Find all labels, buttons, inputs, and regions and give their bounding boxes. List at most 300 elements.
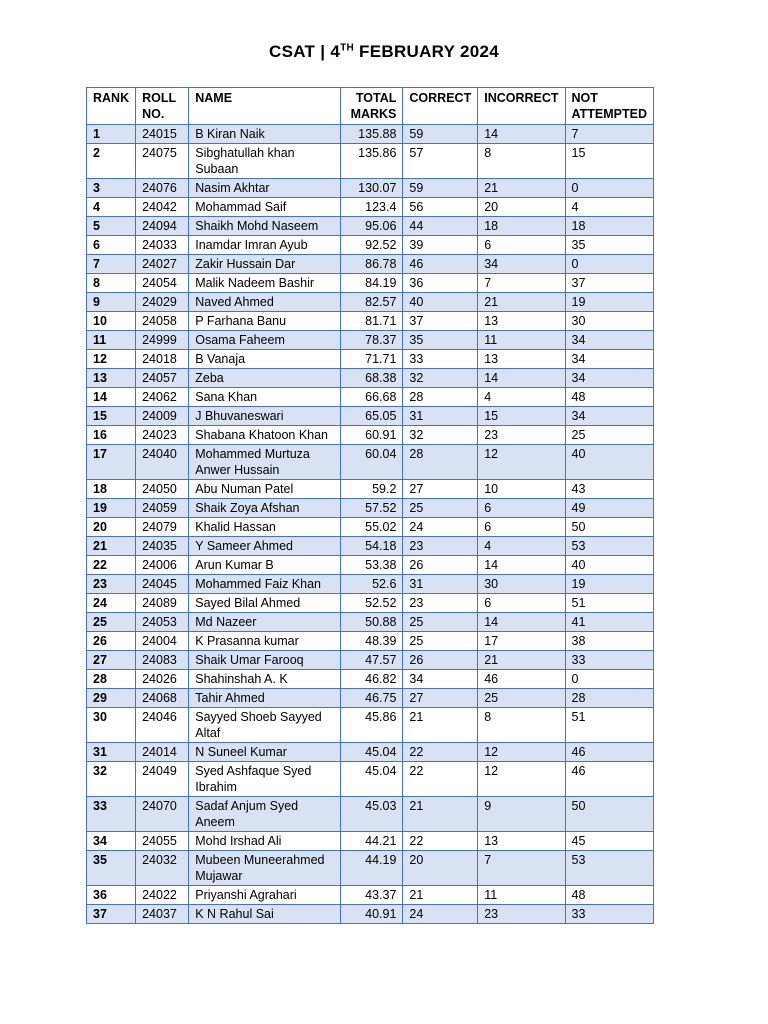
- rank-cell: 19: [87, 499, 136, 518]
- table-row: [87, 312, 654, 331]
- rank-cell: 31: [87, 743, 136, 762]
- total-marks-cell: 92.52: [340, 236, 402, 255]
- table-row: [87, 851, 654, 886]
- name-cell: Sana Khan: [189, 388, 341, 407]
- table-row: [87, 480, 654, 499]
- name-cell: Sayyed Shoeb Sayyed Altaf: [189, 708, 341, 743]
- roll-no-cell: 24033: [136, 236, 189, 255]
- not-attempted-cell: 0: [565, 179, 653, 198]
- incorrect-cell: 10: [478, 480, 565, 499]
- roll-no-cell: 24027: [136, 255, 189, 274]
- total-marks-cell: 50.88: [340, 613, 402, 632]
- name-cell: Sibghatullah khan Subaan: [189, 144, 341, 179]
- incorrect-cell: 17: [478, 632, 565, 651]
- incorrect-cell: 6: [478, 594, 565, 613]
- rank-cell: 1: [87, 125, 136, 144]
- correct-cell: 35: [403, 331, 478, 350]
- roll-no-cell: 24022: [136, 886, 189, 905]
- rank-cell: 25: [87, 613, 136, 632]
- roll-no-cell: 24070: [136, 797, 189, 832]
- results-table: [86, 87, 654, 924]
- header-row: [87, 88, 654, 125]
- incorrect-cell: 11: [478, 331, 565, 350]
- name-cell: K N Rahul Sai: [189, 905, 341, 924]
- incorrect-cell: 21: [478, 179, 565, 198]
- rank-cell: 34: [87, 832, 136, 851]
- roll-no-cell: 24089: [136, 594, 189, 613]
- header-total-marks: TOTAL MARKS: [340, 88, 402, 125]
- incorrect-cell: 6: [478, 518, 565, 537]
- table-row: [87, 255, 654, 274]
- not-attempted-cell: 0: [565, 255, 653, 274]
- table-row: [87, 556, 654, 575]
- rank-cell: 21: [87, 537, 136, 556]
- not-attempted-cell: 51: [565, 594, 653, 613]
- correct-cell: 25: [403, 613, 478, 632]
- table-row: [87, 293, 654, 312]
- name-cell: Y Sameer Ahmed: [189, 537, 341, 556]
- rank-cell: 22: [87, 556, 136, 575]
- name-cell: B Vanaja: [189, 350, 341, 369]
- total-marks-cell: 86.78: [340, 255, 402, 274]
- not-attempted-cell: 30: [565, 312, 653, 331]
- roll-no-cell: 24053: [136, 613, 189, 632]
- not-attempted-cell: 49: [565, 499, 653, 518]
- roll-no-cell: 24049: [136, 762, 189, 797]
- correct-cell: 39: [403, 236, 478, 255]
- name-cell: J Bhuvaneswari: [189, 407, 341, 426]
- roll-no-cell: 24059: [136, 499, 189, 518]
- total-marks-cell: 44.21: [340, 832, 402, 851]
- incorrect-cell: 23: [478, 426, 565, 445]
- rank-cell: 6: [87, 236, 136, 255]
- table-row: [87, 445, 654, 480]
- total-marks-cell: 53.38: [340, 556, 402, 575]
- name-cell: Shaikh Mohd Naseem: [189, 217, 341, 236]
- correct-cell: 26: [403, 556, 478, 575]
- total-marks-cell: 135.86: [340, 144, 402, 179]
- not-attempted-cell: 33: [565, 651, 653, 670]
- total-marks-cell: 68.38: [340, 369, 402, 388]
- table-row: [87, 743, 654, 762]
- correct-cell: 22: [403, 832, 478, 851]
- roll-no-cell: 24057: [136, 369, 189, 388]
- total-marks-cell: 60.04: [340, 445, 402, 480]
- rank-cell: 3: [87, 179, 136, 198]
- roll-no-cell: 24094: [136, 217, 189, 236]
- table-row: [87, 575, 654, 594]
- not-attempted-cell: 48: [565, 886, 653, 905]
- name-cell: Mohammed Faiz Khan: [189, 575, 341, 594]
- table-row: [87, 762, 654, 797]
- correct-cell: 27: [403, 480, 478, 499]
- rank-cell: 36: [87, 886, 136, 905]
- roll-no-cell: 24018: [136, 350, 189, 369]
- table-row: [87, 369, 654, 388]
- page-title: [0, 42, 768, 62]
- table-row: [87, 651, 654, 670]
- not-attempted-cell: 51: [565, 708, 653, 743]
- correct-cell: 44: [403, 217, 478, 236]
- rank-cell: 20: [87, 518, 136, 537]
- results-body: [87, 125, 654, 924]
- incorrect-cell: 21: [478, 651, 565, 670]
- not-attempted-cell: 34: [565, 350, 653, 369]
- not-attempted-cell: 19: [565, 575, 653, 594]
- correct-cell: 31: [403, 407, 478, 426]
- not-attempted-cell: 0: [565, 670, 653, 689]
- rank-cell: 4: [87, 198, 136, 217]
- table-row: [87, 407, 654, 426]
- name-cell: P Farhana Banu: [189, 312, 341, 331]
- not-attempted-cell: 19: [565, 293, 653, 312]
- incorrect-cell: 14: [478, 613, 565, 632]
- name-cell: Mohammad Saif: [189, 198, 341, 217]
- incorrect-cell: 14: [478, 556, 565, 575]
- total-marks-cell: 45.03: [340, 797, 402, 832]
- not-attempted-cell: 45: [565, 832, 653, 851]
- total-marks-cell: 59.2: [340, 480, 402, 499]
- correct-cell: 22: [403, 762, 478, 797]
- not-attempted-cell: 34: [565, 331, 653, 350]
- total-marks-cell: 45.04: [340, 762, 402, 797]
- header-name: NAME: [189, 88, 341, 125]
- name-cell: Shaik Umar Farooq: [189, 651, 341, 670]
- total-marks-cell: 78.37: [340, 331, 402, 350]
- not-attempted-cell: 46: [565, 743, 653, 762]
- not-attempted-cell: 34: [565, 407, 653, 426]
- total-marks-cell: 95.06: [340, 217, 402, 236]
- correct-cell: 46: [403, 255, 478, 274]
- total-marks-cell: 66.68: [340, 388, 402, 407]
- not-attempted-cell: 50: [565, 518, 653, 537]
- not-attempted-cell: 40: [565, 556, 653, 575]
- title-prefix: CSAT | 4: [269, 42, 341, 61]
- rank-cell: 24: [87, 594, 136, 613]
- table-row: [87, 388, 654, 407]
- not-attempted-cell: 7: [565, 125, 653, 144]
- table-row: [87, 613, 654, 632]
- roll-no-cell: 24037: [136, 905, 189, 924]
- table-row: [87, 179, 654, 198]
- correct-cell: 56: [403, 198, 478, 217]
- table-row: [87, 594, 654, 613]
- total-marks-cell: 54.18: [340, 537, 402, 556]
- name-cell: Khalid Hassan: [189, 518, 341, 537]
- roll-no-cell: 24062: [136, 388, 189, 407]
- correct-cell: 33: [403, 350, 478, 369]
- incorrect-cell: 6: [478, 499, 565, 518]
- total-marks-cell: 43.37: [340, 886, 402, 905]
- name-cell: Nasim Akhtar: [189, 179, 341, 198]
- name-cell: Arun Kumar B: [189, 556, 341, 575]
- not-attempted-cell: 35: [565, 236, 653, 255]
- total-marks-cell: 46.75: [340, 689, 402, 708]
- roll-no-cell: 24058: [136, 312, 189, 331]
- roll-no-cell: 24035: [136, 537, 189, 556]
- correct-cell: 59: [403, 125, 478, 144]
- not-attempted-cell: 48: [565, 388, 653, 407]
- correct-cell: 24: [403, 905, 478, 924]
- incorrect-cell: 46: [478, 670, 565, 689]
- total-marks-cell: 52.6: [340, 575, 402, 594]
- correct-cell: 27: [403, 689, 478, 708]
- correct-cell: 25: [403, 632, 478, 651]
- roll-no-cell: 24042: [136, 198, 189, 217]
- not-attempted-cell: 34: [565, 369, 653, 388]
- rank-cell: 8: [87, 274, 136, 293]
- roll-no-cell: 24050: [136, 480, 189, 499]
- incorrect-cell: 4: [478, 388, 565, 407]
- name-cell: Malik Nadeem Bashir: [189, 274, 341, 293]
- name-cell: N Suneel Kumar: [189, 743, 341, 762]
- roll-no-cell: 24023: [136, 426, 189, 445]
- roll-no-cell: 24068: [136, 689, 189, 708]
- incorrect-cell: 7: [478, 851, 565, 886]
- roll-no-cell: 24029: [136, 293, 189, 312]
- total-marks-cell: 52.52: [340, 594, 402, 613]
- rank-cell: 2: [87, 144, 136, 179]
- rank-cell: 16: [87, 426, 136, 445]
- roll-no-cell: 24014: [136, 743, 189, 762]
- incorrect-cell: 18: [478, 217, 565, 236]
- name-cell: Shaik Zoya Afshan: [189, 499, 341, 518]
- name-cell: Sadaf Anjum Syed Aneem: [189, 797, 341, 832]
- roll-no-cell: 24015: [136, 125, 189, 144]
- incorrect-cell: 12: [478, 762, 565, 797]
- header-rank: RANK: [87, 88, 136, 125]
- name-cell: Tahir Ahmed: [189, 689, 341, 708]
- correct-cell: 25: [403, 499, 478, 518]
- name-cell: Syed Ashfaque Syed Ibrahim: [189, 762, 341, 797]
- name-cell: Shabana Khatoon Khan: [189, 426, 341, 445]
- total-marks-cell: 57.52: [340, 499, 402, 518]
- header-correct: CORRECT: [403, 88, 478, 125]
- total-marks-cell: 135.88: [340, 125, 402, 144]
- not-attempted-cell: 4: [565, 198, 653, 217]
- total-marks-cell: 65.05: [340, 407, 402, 426]
- not-attempted-cell: 46: [565, 762, 653, 797]
- roll-no-cell: 24083: [136, 651, 189, 670]
- roll-no-cell: 24045: [136, 575, 189, 594]
- not-attempted-cell: 50: [565, 797, 653, 832]
- correct-cell: 21: [403, 797, 478, 832]
- correct-cell: 21: [403, 886, 478, 905]
- not-attempted-cell: 37: [565, 274, 653, 293]
- roll-no-cell: 24006: [136, 556, 189, 575]
- not-attempted-cell: 28: [565, 689, 653, 708]
- not-attempted-cell: 18: [565, 217, 653, 236]
- not-attempted-cell: 53: [565, 851, 653, 886]
- incorrect-cell: 8: [478, 144, 565, 179]
- not-attempted-cell: 43: [565, 480, 653, 499]
- rank-cell: 35: [87, 851, 136, 886]
- rank-cell: 10: [87, 312, 136, 331]
- incorrect-cell: 34: [478, 255, 565, 274]
- roll-no-cell: 24079: [136, 518, 189, 537]
- title-superscript: TH: [340, 42, 355, 54]
- rank-cell: 28: [87, 670, 136, 689]
- total-marks-cell: 60.91: [340, 426, 402, 445]
- total-marks-cell: 45.86: [340, 708, 402, 743]
- name-cell: Md Nazeer: [189, 613, 341, 632]
- rank-cell: 32: [87, 762, 136, 797]
- name-cell: Zakir Hussain Dar: [189, 255, 341, 274]
- table-row: [87, 797, 654, 832]
- table-row: [87, 708, 654, 743]
- incorrect-cell: 7: [478, 274, 565, 293]
- roll-no-cell: 24032: [136, 851, 189, 886]
- incorrect-cell: 4: [478, 537, 565, 556]
- incorrect-cell: 13: [478, 350, 565, 369]
- table-row: [87, 905, 654, 924]
- roll-no-cell: 24004: [136, 632, 189, 651]
- not-attempted-cell: 33: [565, 905, 653, 924]
- rank-cell: 37: [87, 905, 136, 924]
- incorrect-cell: 20: [478, 198, 565, 217]
- correct-cell: 28: [403, 445, 478, 480]
- table-row: [87, 499, 654, 518]
- roll-no-cell: 24055: [136, 832, 189, 851]
- total-marks-cell: 81.71: [340, 312, 402, 331]
- name-cell: Osama Faheem: [189, 331, 341, 350]
- rank-cell: 30: [87, 708, 136, 743]
- table-row: [87, 350, 654, 369]
- name-cell: Mohd Irshad Ali: [189, 832, 341, 851]
- correct-cell: 36: [403, 274, 478, 293]
- rank-cell: 9: [87, 293, 136, 312]
- total-marks-cell: 82.57: [340, 293, 402, 312]
- rank-cell: 15: [87, 407, 136, 426]
- table-row: [87, 125, 654, 144]
- table-row: [87, 832, 654, 851]
- name-cell: Mubeen Muneerahmed Mujawar: [189, 851, 341, 886]
- correct-cell: 20: [403, 851, 478, 886]
- incorrect-cell: 30: [478, 575, 565, 594]
- name-cell: Abu Numan Patel: [189, 480, 341, 499]
- header-incorrect: INCORRECT: [478, 88, 565, 125]
- incorrect-cell: 25: [478, 689, 565, 708]
- incorrect-cell: 23: [478, 905, 565, 924]
- incorrect-cell: 12: [478, 743, 565, 762]
- correct-cell: 32: [403, 426, 478, 445]
- rank-cell: 5: [87, 217, 136, 236]
- correct-cell: 59: [403, 179, 478, 198]
- rank-cell: 33: [87, 797, 136, 832]
- correct-cell: 26: [403, 651, 478, 670]
- total-marks-cell: 55.02: [340, 518, 402, 537]
- incorrect-cell: 13: [478, 312, 565, 331]
- correct-cell: 28: [403, 388, 478, 407]
- incorrect-cell: 13: [478, 832, 565, 851]
- correct-cell: 23: [403, 594, 478, 613]
- rank-cell: 18: [87, 480, 136, 499]
- roll-no-cell: 24075: [136, 144, 189, 179]
- incorrect-cell: 6: [478, 236, 565, 255]
- rank-cell: 14: [87, 388, 136, 407]
- correct-cell: 31: [403, 575, 478, 594]
- rank-cell: 27: [87, 651, 136, 670]
- name-cell: B Kiran Naik: [189, 125, 341, 144]
- table-row: [87, 236, 654, 255]
- roll-no-cell: 24009: [136, 407, 189, 426]
- total-marks-cell: 44.19: [340, 851, 402, 886]
- incorrect-cell: 15: [478, 407, 565, 426]
- table-row: [87, 331, 654, 350]
- rank-cell: 23: [87, 575, 136, 594]
- roll-no-cell: 24054: [136, 274, 189, 293]
- rank-cell: 11: [87, 331, 136, 350]
- name-cell: Mohammed Murtuza Anwer Hussain: [189, 445, 341, 480]
- total-marks-cell: 47.57: [340, 651, 402, 670]
- total-marks-cell: 46.82: [340, 670, 402, 689]
- name-cell: Priyanshi Agrahari: [189, 886, 341, 905]
- correct-cell: 22: [403, 743, 478, 762]
- total-marks-cell: 48.39: [340, 632, 402, 651]
- incorrect-cell: 8: [478, 708, 565, 743]
- not-attempted-cell: 40: [565, 445, 653, 480]
- table-row: [87, 144, 654, 179]
- not-attempted-cell: 15: [565, 144, 653, 179]
- roll-no-cell: 24046: [136, 708, 189, 743]
- incorrect-cell: 14: [478, 369, 565, 388]
- total-marks-cell: 40.91: [340, 905, 402, 924]
- name-cell: Shahinshah A. K: [189, 670, 341, 689]
- total-marks-cell: 84.19: [340, 274, 402, 293]
- roll-no-cell: 24999: [136, 331, 189, 350]
- correct-cell: 37: [403, 312, 478, 331]
- total-marks-cell: 123.4: [340, 198, 402, 217]
- header-not-attempted: NOT ATTEMPTED: [565, 88, 653, 125]
- roll-no-cell: 24076: [136, 179, 189, 198]
- roll-no-cell: 24040: [136, 445, 189, 480]
- rank-cell: 12: [87, 350, 136, 369]
- name-cell: Sayed Bilal Ahmed: [189, 594, 341, 613]
- name-cell: K Prasanna kumar: [189, 632, 341, 651]
- not-attempted-cell: 53: [565, 537, 653, 556]
- name-cell: Zeba: [189, 369, 341, 388]
- table-row: [87, 689, 654, 708]
- incorrect-cell: 12: [478, 445, 565, 480]
- title-suffix: FEBRUARY 2024: [354, 42, 499, 61]
- correct-cell: 24: [403, 518, 478, 537]
- table-row: [87, 217, 654, 236]
- not-attempted-cell: 25: [565, 426, 653, 445]
- name-cell: Naved Ahmed: [189, 293, 341, 312]
- table-row: [87, 632, 654, 651]
- rank-cell: 26: [87, 632, 136, 651]
- correct-cell: 40: [403, 293, 478, 312]
- rank-cell: 13: [87, 369, 136, 388]
- incorrect-cell: 9: [478, 797, 565, 832]
- not-attempted-cell: 38: [565, 632, 653, 651]
- rank-cell: 7: [87, 255, 136, 274]
- incorrect-cell: 21: [478, 293, 565, 312]
- correct-cell: 21: [403, 708, 478, 743]
- correct-cell: 57: [403, 144, 478, 179]
- correct-cell: 34: [403, 670, 478, 689]
- header-roll-no: ROLL NO.: [136, 88, 189, 125]
- table-row: [87, 198, 654, 217]
- table-row: [87, 670, 654, 689]
- table-row: [87, 537, 654, 556]
- not-attempted-cell: 41: [565, 613, 653, 632]
- incorrect-cell: 14: [478, 125, 565, 144]
- table-row: [87, 426, 654, 445]
- table-row: [87, 886, 654, 905]
- incorrect-cell: 11: [478, 886, 565, 905]
- total-marks-cell: 71.71: [340, 350, 402, 369]
